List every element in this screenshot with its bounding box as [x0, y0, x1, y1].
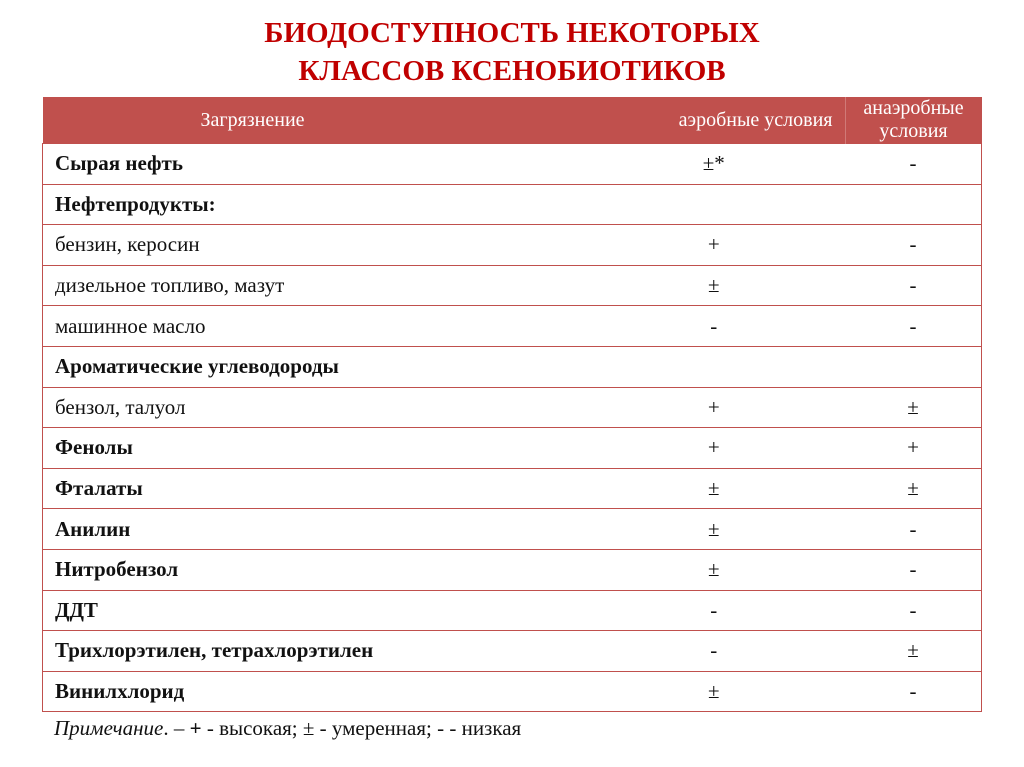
- aerobic-value: ±: [583, 549, 846, 590]
- table-row: [43, 509, 982, 550]
- table-row: [43, 225, 982, 266]
- pollutant-name: Нефтепродукты:: [43, 184, 583, 225]
- bioavailability-table: [42, 97, 982, 712]
- aerobic-value: +: [583, 428, 846, 469]
- anaerobic-value: ±: [845, 468, 982, 509]
- pollutant-name: Фталаты: [43, 468, 583, 509]
- anaerobic-value: [845, 346, 982, 387]
- table-row: [43, 671, 982, 712]
- table-row: [43, 468, 982, 509]
- pollutant-name: Винилхлорид: [43, 671, 583, 712]
- pollutant-name: Трихлорэтилен, тетрахлорэтилен: [43, 631, 583, 672]
- table-note: [54, 716, 521, 741]
- aerobic-value: ±: [583, 671, 846, 712]
- anaerobic-value: -: [845, 225, 982, 266]
- pollutant-name: Анилин: [43, 509, 583, 550]
- note-label: Примечание: [54, 716, 164, 740]
- pollutant-name: бензин, керосин: [43, 225, 583, 266]
- note-text: - высокая; ± - умеренная; - - низкая: [201, 716, 522, 740]
- aerobic-value: -: [583, 631, 846, 672]
- anaerobic-value: ±: [845, 631, 982, 672]
- aerobic-value: -: [583, 590, 846, 631]
- pollutant-name: дизельное топливо, мазут: [43, 265, 583, 306]
- anaerobic-value: -: [845, 144, 982, 185]
- anaerobic-value: -: [845, 265, 982, 306]
- table-header-row: [43, 97, 982, 144]
- anaerobic-value: -: [845, 590, 982, 631]
- title-line-1: БИОДОСТУПНОСТЬ НЕКОТОРЫХ: [264, 17, 760, 49]
- table-row: [43, 265, 982, 306]
- aerobic-value: ±: [583, 468, 846, 509]
- anaerobic-value: ±: [845, 387, 982, 428]
- table-row: [43, 184, 982, 225]
- note-plus: +: [189, 716, 202, 740]
- table-row: [43, 387, 982, 428]
- table-row: [43, 428, 982, 469]
- header-pollutant: Загрязнение: [43, 97, 583, 144]
- table-row: [43, 346, 982, 387]
- anaerobic-value: [845, 184, 982, 225]
- aerobic-value: [583, 346, 846, 387]
- aerobic-value: ±: [583, 265, 846, 306]
- pollutant-name: бензол, талуол: [43, 387, 583, 428]
- anaerobic-value: +: [845, 428, 982, 469]
- aerobic-value: [583, 184, 846, 225]
- header-anaerobic: анаэробные условия: [845, 97, 982, 144]
- pollutant-name: Нитробензол: [43, 549, 583, 590]
- anaerobic-value: -: [845, 671, 982, 712]
- pollutant-name: Фенолы: [43, 428, 583, 469]
- anaerobic-value: -: [845, 509, 982, 550]
- pollutant-name: Ароматические углеводороды: [43, 346, 583, 387]
- table-row: [43, 306, 982, 347]
- anaerobic-value: -: [845, 306, 982, 347]
- table-row: [43, 631, 982, 672]
- header-aerobic: аэробные условия: [583, 97, 846, 144]
- table-row: [43, 590, 982, 631]
- slide-title: [0, 14, 1024, 90]
- pollutant-name: Сырая нефть: [43, 144, 583, 185]
- table-row: [43, 549, 982, 590]
- pollutant-name: ДДТ: [43, 590, 583, 631]
- title-line-2: КЛАССОВ КСЕНОБИОТИКОВ: [298, 55, 726, 87]
- pollutant-name: машинное масло: [43, 306, 583, 347]
- anaerobic-value: -: [845, 549, 982, 590]
- table-row: [43, 144, 982, 185]
- aerobic-value: ±*: [583, 144, 846, 185]
- note-sep: . –: [163, 716, 190, 740]
- aerobic-value: -: [583, 306, 846, 347]
- aerobic-value: +: [583, 387, 846, 428]
- aerobic-value: +: [583, 225, 846, 266]
- aerobic-value: ±: [583, 509, 846, 550]
